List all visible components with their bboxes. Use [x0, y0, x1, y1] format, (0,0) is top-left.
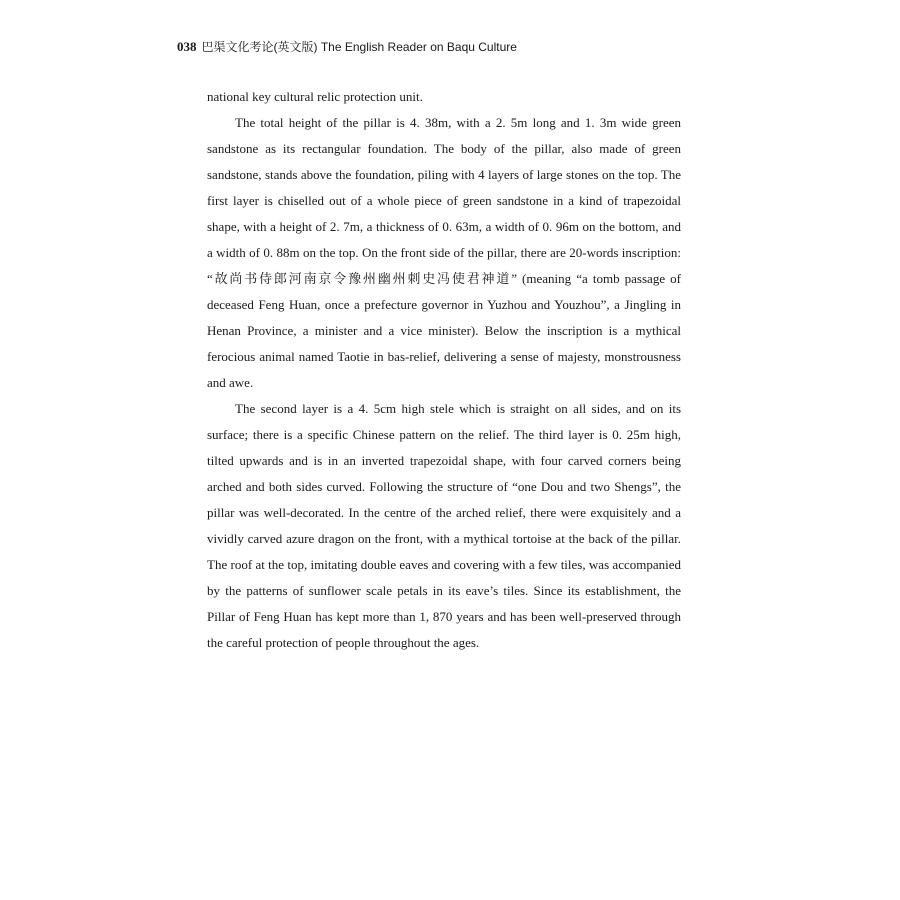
- body-text: [207, 84, 681, 656]
- paragraph-continuation: national key cultural relic protection unit.: [207, 89, 423, 104]
- paragraph-pillar-dimensions: The total height of the pillar is 4. 38m, with a 2. 5m long and 1. 3m wide green sandstone as its rectangular foundation. The body of the pillar, also made of green sandstone, stands above the foundation, piling with 4 layers of large stones on the top. The first layer is chiselled out of a whole piece of green sandstone in a kind of trapezoidal shape, with a height of 2. 7m, a thickness of 0. 63m, a width of 0. 96m on the bottom, and a width of 0. 88m on the top. On the front side of the pillar, there are 20-words inscription: “故尚书侍郎河南京令豫州幽州刺史冯使君神道” (meaning “a tomb passage of deceased Feng Huan, once a prefecture governor in Yuzhou and Youzhou”, a Jingling in Henan Province, a minister and a vice minister). Below the inscription is a mythical ferocious animal named Taotie in bas-relief, delivering a sense of majesty, monstrousness and awe.: [207, 115, 681, 390]
- paragraph-pillar-layers: The second layer is a 4. 5cm high stele which is straight on all sides, and on its surface; there is a specific Chinese pattern on the relief. The third layer is 0. 25m high, tilted upwards and is in an inverted trapezoidal shape, with four carved corners being arched and both sides curved. Following the structure of “one Dou and two Shengs”, the pillar was well-decorated. In the centre of the arched relief, there were exquisitely and a vividly carved azure dragon on the front, with a mythical tortoise at the back of the pillar. The roof at the top, imitating double eaves and covering with a few tiles, was accompanied by the patterns of sunflower scale petals in its eave’s tiles. Since its establishment, the Pillar of Feng Huan has kept more than 1, 870 years and has been well-preserved through the careful protection of people throughout the ages.: [207, 401, 681, 650]
- running-header: [177, 39, 737, 55]
- page-number: 038: [177, 39, 197, 54]
- running-title: 巴渠文化考论(英文版) The English Reader on Baqu Culture: [201, 40, 517, 54]
